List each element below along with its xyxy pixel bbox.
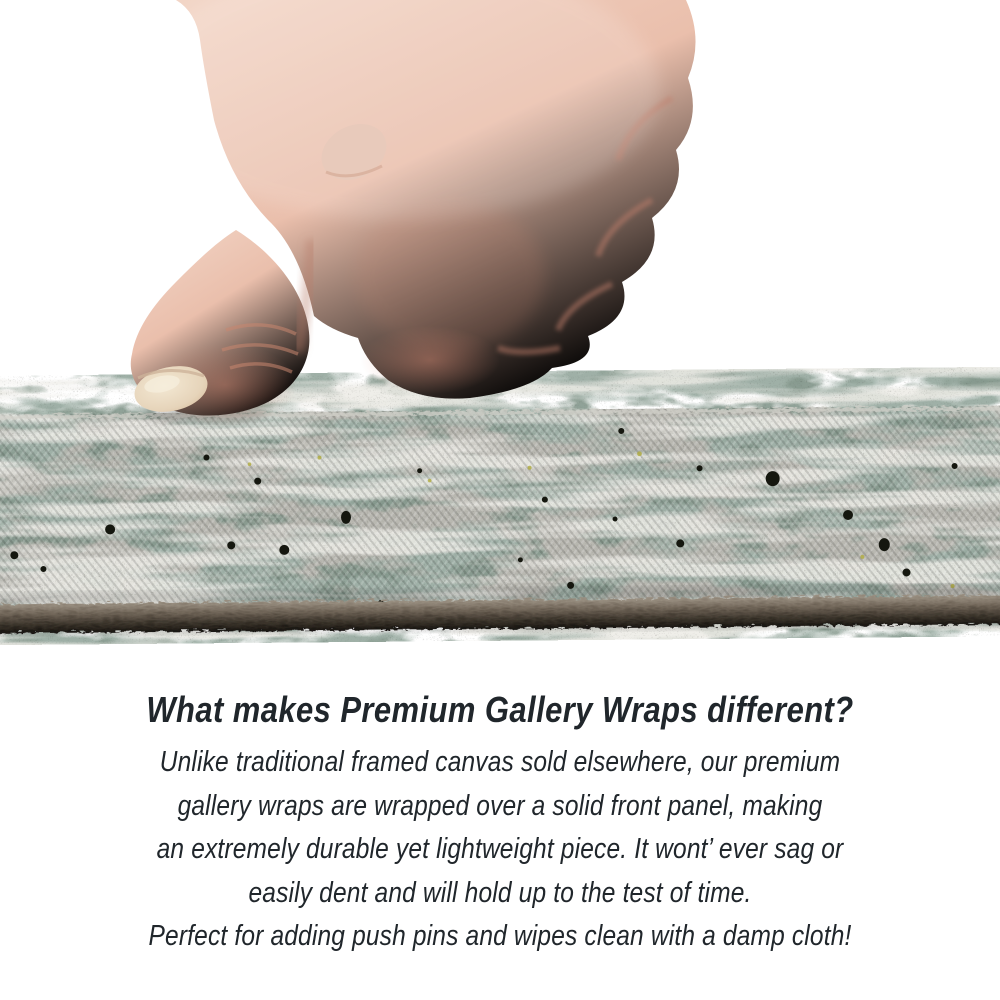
headline: What makes Premium Gallery Wraps different? [146,689,854,730]
finger-blush [360,326,500,394]
hand-illustration [130,0,695,427]
body-line-5: Perfect for adding push pins and wipes clean with a damp cloth! [148,920,852,952]
body-line-1: Unlike traditional framed canvas sold elsewhere, our premium [159,746,841,778]
marketing-copy [70,688,930,959]
body-line-4: easily dent and will hold up to the test of time. [248,876,752,909]
canvas-strip [0,405,1000,637]
canvas-grain [0,406,1000,607]
body-line-2: gallery wraps are wrapped over a solid front panel, making [177,789,823,822]
body-line-3: an extremely durable yet lightweight piece. It wont’ ever sag or [156,833,844,865]
